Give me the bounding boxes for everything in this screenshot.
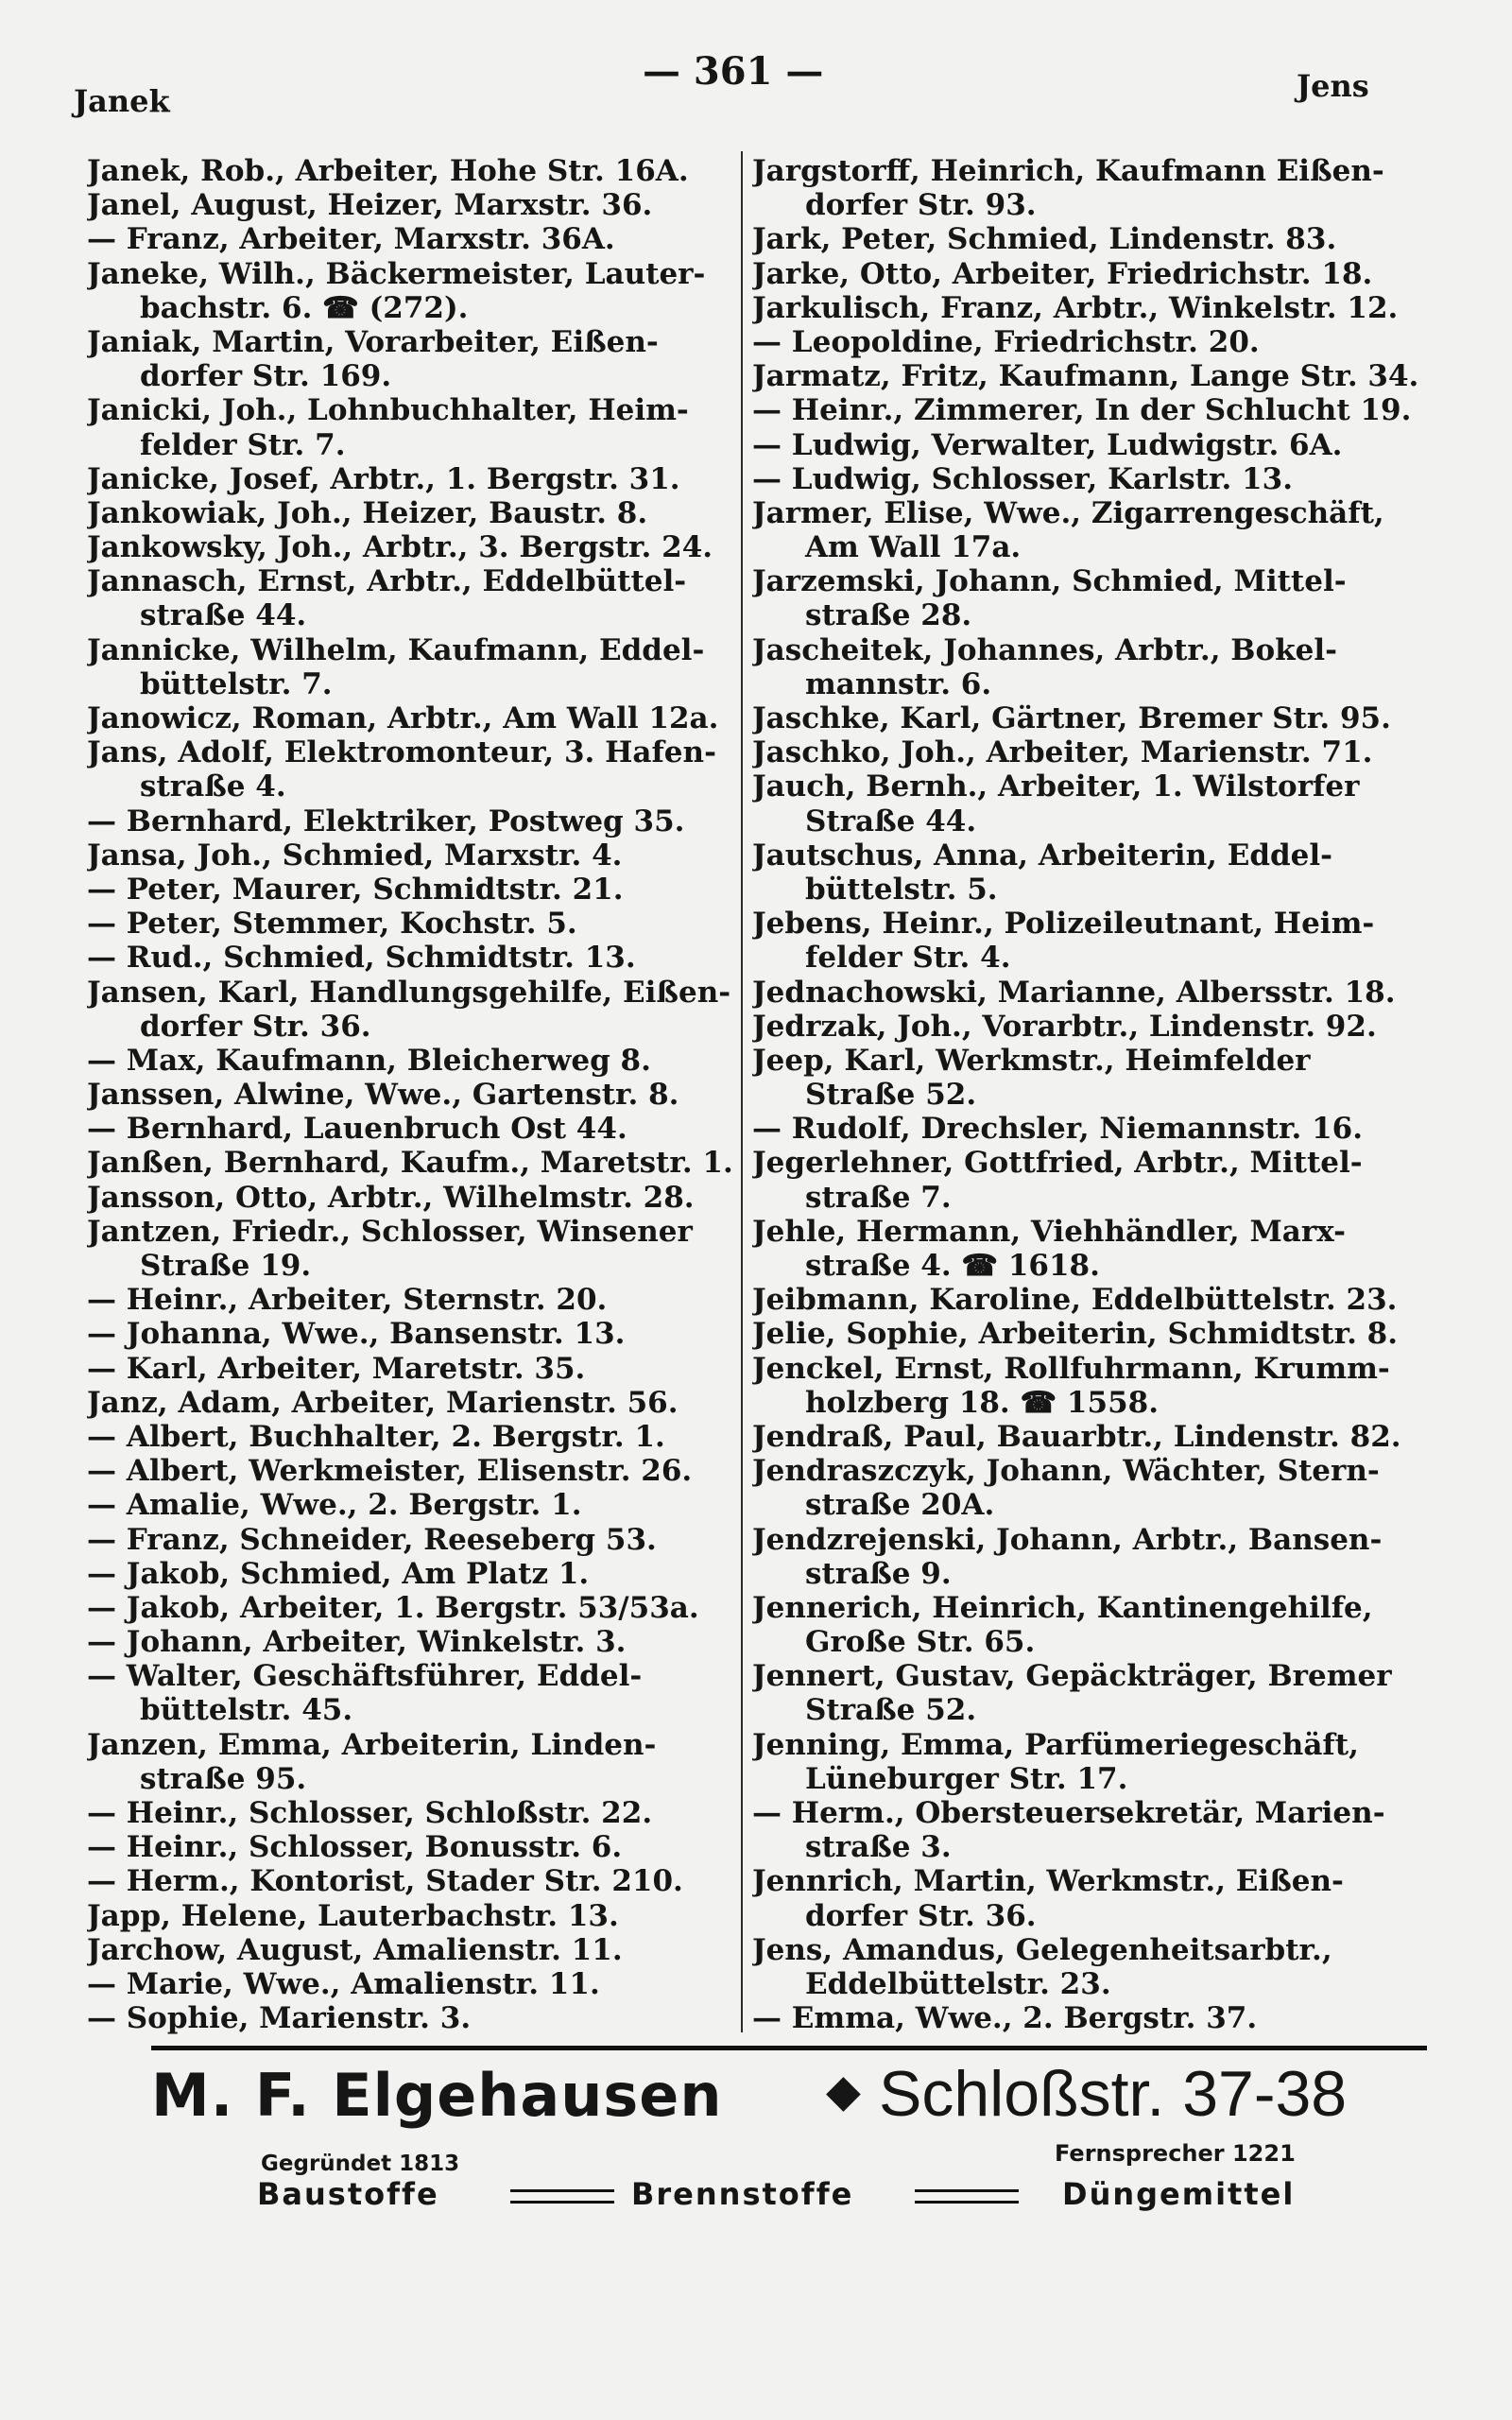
directory-entry-continuation: Straße 44. — [805, 804, 977, 838]
directory-entry-continuation: felder Str. 7. — [140, 427, 346, 462]
advertisement-company-name: M. F. Elgehausen — [151, 2061, 723, 2130]
double-rule-divider — [915, 2189, 1019, 2204]
directory-entry: Jednachowski, Marianne, Albersstr. 18. — [752, 975, 1396, 1010]
directory-entry: Jendzrejenski, Johann, Arbtr., Bansen- — [752, 1522, 1383, 1557]
directory-entry: — Heinr., Schlosser, Schloßstr. 22. — [87, 1796, 653, 1830]
directory-entry-continuation: straße 3. — [805, 1830, 952, 1865]
directory-entry: — Leopoldine, Friedrichstr. 20. — [752, 324, 1260, 359]
directory-entry: Jannicke, Wilhelm, Kaufmann, Eddel- — [87, 632, 705, 667]
directory-entry-continuation: Lüneburger Str. 17. — [805, 1761, 1128, 1796]
directory-entry: — Heinr., Schlosser, Bonusstr. 6. — [87, 1830, 623, 1865]
advertisement-founded: Gegründet 1813 — [261, 2152, 460, 2176]
advertisement-product: Düngemittel — [1062, 2176, 1296, 2212]
directory-entry-continuation: straße 7. — [805, 1180, 952, 1215]
diamond-icon: ◆ — [826, 2065, 861, 2118]
directory-entry: Jennrich, Martin, Werkmstr., Eißen- — [752, 1864, 1344, 1899]
directory-entry: Janel, August, Heizer, Marxstr. 36. — [87, 188, 653, 223]
directory-entry: Jeep, Karl, Werkmstr., Heimfelder — [752, 1043, 1311, 1078]
directory-entry-continuation: dorfer Str. 36. — [140, 1009, 371, 1044]
directory-entry: — Bernhard, Lauenbruch Ost 44. — [87, 1112, 627, 1147]
directory-entry: Jedrzak, Joh., Vorarbtr., Lindenstr. 92. — [752, 1009, 1377, 1044]
directory-entry: — Emma, Wwe., 2. Bergstr. 37. — [752, 2001, 1258, 2036]
directory-entry: Jargstorff, Heinrich, Kaufmann Eißen- — [752, 154, 1384, 188]
directory-entry: — Johann, Arbeiter, Winkelstr. 3. — [87, 1625, 627, 1660]
directory-entry: Jarchow, August, Amalienstr. 11. — [87, 1932, 623, 1967]
directory-entry: — Max, Kaufmann, Bleicherweg 8. — [87, 1043, 651, 1078]
directory-entry: — Johanna, Wwe., Bansenstr. 13. — [87, 1317, 626, 1352]
directory-entry: Jankowiak, Joh., Heizer, Baustr. 8. — [87, 495, 648, 530]
directory-entry-continuation: Straße 52. — [805, 1693, 977, 1728]
directory-entry-continuation: büttelstr. 7. — [140, 666, 333, 701]
directory-entry: — Albert, Werkmeister, Elisenstr. 26. — [87, 1454, 693, 1489]
directory-entry: — Sophie, Marienstr. 3. — [87, 2001, 472, 2036]
directory-entry: Janicki, Joh., Lohnbuchhalter, Heim- — [87, 393, 689, 428]
directory-entry-continuation: straße 44. — [140, 598, 307, 633]
directory-entry: Jarmatz, Fritz, Kaufmann, Lange Str. 34. — [752, 359, 1419, 394]
directory-entry-continuation: straße 9. — [805, 1556, 952, 1591]
page-number: — 361 — — [643, 49, 824, 94]
directory-entry: Jannasch, Ernst, Arbtr., Eddelbüttel- — [87, 564, 687, 599]
advertisement-product: Brennstoffe — [631, 2176, 854, 2212]
directory-entry: — Amalie, Wwe., 2. Bergstr. 1. — [87, 1488, 582, 1523]
directory-entry: — Albert, Buchhalter, 2. Bergstr. 1. — [87, 1419, 665, 1454]
directory-entry-continuation: felder Str. 4. — [805, 941, 1011, 976]
directory-entry: Jens, Amandus, Gelegenheitsarbtr., — [752, 1932, 1332, 1967]
directory-entry: — Heinr., Arbeiter, Sternstr. 20. — [87, 1283, 608, 1318]
directory-entry: Janzen, Emma, Arbeiterin, Linden- — [87, 1727, 657, 1762]
directory-entry: Jeibmann, Karoline, Eddelbüttelstr. 23. — [752, 1283, 1398, 1318]
directory-entry: Jaschke, Karl, Gärtner, Bremer Str. 95. — [752, 701, 1391, 735]
directory-entry-continuation: straße 95. — [140, 1761, 307, 1796]
directory-entry: Jarkulisch, Franz, Arbtr., Winkelstr. 12. — [752, 290, 1399, 325]
directory-entry: Jarzemski, Johann, Schmied, Mittel- — [752, 564, 1347, 599]
directory-entry: Jehle, Hermann, Viehhändler, Marx- — [752, 1214, 1346, 1249]
directory-entry: — Herm., Obersteuersekretär, Marien- — [752, 1796, 1385, 1830]
advertisement-product: Baustoffe — [257, 2176, 439, 2212]
directory-entry: — Heinr., Zimmerer, In der Schlucht 19. — [752, 393, 1412, 428]
directory-entry-continuation: dorfer Str. 93. — [805, 188, 1037, 223]
directory-entry: — Jakob, Schmied, Am Platz 1. — [87, 1556, 590, 1591]
advertisement-phone: Fernsprecher 1221 — [1055, 2140, 1296, 2167]
directory-entry: — Franz, Schneider, Reeseberg 53. — [87, 1522, 657, 1557]
directory-entry-continuation: holzberg 18. ☎ 1558. — [805, 1385, 1159, 1420]
directory-entry: Jautschus, Anna, Arbeiterin, Eddel- — [752, 838, 1333, 873]
directory-entry: Janßen, Bernhard, Kaufm., Maretstr. 1. — [87, 1146, 733, 1181]
directory-entry-continuation: mannstr. 6. — [805, 666, 992, 701]
directory-entry: Jarke, Otto, Arbeiter, Friedrichstr. 18. — [752, 256, 1373, 291]
directory-entry: Jauch, Bernh., Arbeiter, 1. Wilstorfer — [752, 769, 1360, 804]
directory-entry-continuation: büttelstr. 45. — [140, 1693, 353, 1728]
directory-entry-continuation: bachstr. 6. ☎ (272). — [140, 290, 469, 325]
directory-entry: Jansen, Karl, Handlungsgehilfe, Eißen- — [87, 975, 731, 1010]
directory-entry: Jenckel, Ernst, Rollfuhrmann, Krumm- — [752, 1351, 1390, 1386]
directory-entry: Jantzen, Friedr., Schlosser, Winsener — [87, 1214, 693, 1249]
directory-entry: — Rudolf, Drechsler, Niemannstr. 16. — [752, 1112, 1364, 1147]
directory-entry: Janz, Adam, Arbeiter, Marienstr. 56. — [87, 1385, 679, 1420]
directory-entry: — Peter, Maurer, Schmidtstr. 21. — [87, 872, 624, 907]
directory-entry-continuation: Am Wall 17a. — [805, 530, 1022, 565]
directory-entry: Janeke, Wilh., Bäckermeister, Lauter- — [87, 256, 706, 291]
directory-entry-continuation: dorfer Str. 169. — [140, 359, 392, 394]
directory-entry: — Franz, Arbeiter, Marxstr. 36A. — [87, 222, 615, 257]
directory-entry: Jans, Adolf, Elektromonteur, 3. Hafen- — [87, 735, 716, 770]
directory-entry: — Herm., Kontorist, Stader Str. 210. — [87, 1864, 683, 1899]
directory-entry: Jaschko, Joh., Arbeiter, Marienstr. 71. — [752, 735, 1373, 770]
directory-entry: Jendraß, Paul, Bauarbtr., Lindenstr. 82. — [752, 1419, 1401, 1454]
directory-entry: Janssen, Alwine, Wwe., Gartenstr. 8. — [87, 1078, 679, 1113]
directory-entry-continuation: straße 4. — [140, 769, 286, 804]
directory-entry: — Peter, Stemmer, Kochstr. 5. — [87, 907, 577, 942]
directory-entry: — Marie, Wwe., Amalienstr. 11. — [87, 1966, 600, 2001]
directory-entry: Jansa, Joh., Schmied, Marxstr. 4. — [87, 838, 623, 873]
directory-entry-continuation: Straße 52. — [805, 1078, 977, 1113]
directory-entry: Janicke, Josef, Arbtr., 1. Bergstr. 31. — [87, 461, 680, 496]
header-right-keyword: Jens — [1297, 68, 1369, 104]
directory-entry: Jarmer, Elise, Wwe., Zigarrengeschäft, — [752, 495, 1384, 530]
directory-entry: Jennerich, Heinrich, Kantinengehilfe, — [752, 1590, 1373, 1625]
directory-entry: Janowicz, Roman, Arbtr., Am Wall 12a. — [87, 701, 719, 735]
directory-entry: Janiak, Martin, Vorarbeiter, Eißen- — [87, 324, 659, 359]
directory-entry-continuation: straße 28. — [805, 598, 972, 633]
directory-entry-continuation: büttelstr. 5. — [805, 872, 998, 907]
directory-entry: Jendraszczyk, Johann, Wächter, Stern- — [752, 1454, 1380, 1489]
directory-entry-continuation: Straße 19. — [140, 1249, 312, 1283]
directory-entry: Jankowsky, Joh., Arbtr., 3. Bergstr. 24. — [87, 530, 713, 565]
directory-entry: — Ludwig, Verwalter, Ludwigstr. 6A. — [752, 427, 1343, 462]
directory-entry: Japp, Helene, Lauterbachstr. 13. — [87, 1898, 619, 1933]
directory-entry: — Bernhard, Elektriker, Postweg 35. — [87, 804, 685, 838]
directory-entry: — Ludwig, Schlosser, Karlstr. 13. — [752, 461, 1293, 496]
directory-entry: Jansson, Otto, Arbtr., Wilhelmstr. 28. — [87, 1180, 695, 1215]
column-divider — [741, 151, 743, 2032]
directory-entry: Jascheitek, Johannes, Arbtr., Bokel- — [752, 632, 1338, 667]
advertisement-address: Schloßstr. 37-38 — [879, 2058, 1348, 2130]
directory-entry-continuation: straße 20A. — [805, 1488, 995, 1523]
right-column — [752, 154, 1425, 2035]
header-left-keyword: Janek — [74, 83, 170, 119]
directory-entry: — Walter, Geschäftsführer, Eddel- — [87, 1659, 643, 1694]
directory-entry: — Rud., Schmied, Schmidtstr. 13. — [87, 941, 636, 976]
directory-entry-continuation: straße 4. ☎ 1618. — [805, 1249, 1100, 1283]
directory-entry: Janek, Rob., Arbeiter, Hohe Str. 16A. — [87, 154, 689, 188]
advertisement-top-rule — [151, 2046, 1427, 2050]
directory-entry-continuation: dorfer Str. 36. — [805, 1898, 1037, 1933]
directory-entry: Jark, Peter, Schmied, Lindenstr. 83. — [752, 222, 1337, 257]
double-rule-divider — [510, 2189, 614, 2204]
directory-entry: — Karl, Arbeiter, Maretstr. 35. — [87, 1351, 586, 1386]
directory-entry-continuation: Große Str. 65. — [805, 1625, 1036, 1660]
directory-entry: Jegerlehner, Gottfried, Arbtr., Mittel- — [752, 1146, 1363, 1181]
left-column — [87, 154, 760, 2035]
directory-entry-continuation: Eddelbüttelstr. 23. — [805, 1966, 1111, 2001]
directory-entry: Jelie, Sophie, Arbeiterin, Schmidtstr. 8. — [752, 1317, 1399, 1352]
directory-entry: Jebens, Heinr., Polizeileutnant, Heim- — [752, 907, 1375, 942]
directory-entry: — Jakob, Arbeiter, 1. Bergstr. 53/53a. — [87, 1590, 699, 1625]
directory-entry: Jenning, Emma, Parfümeriegeschäft, — [752, 1727, 1359, 1762]
directory-entry: Jennert, Gustav, Gepäckträger, Bremer — [752, 1659, 1392, 1694]
